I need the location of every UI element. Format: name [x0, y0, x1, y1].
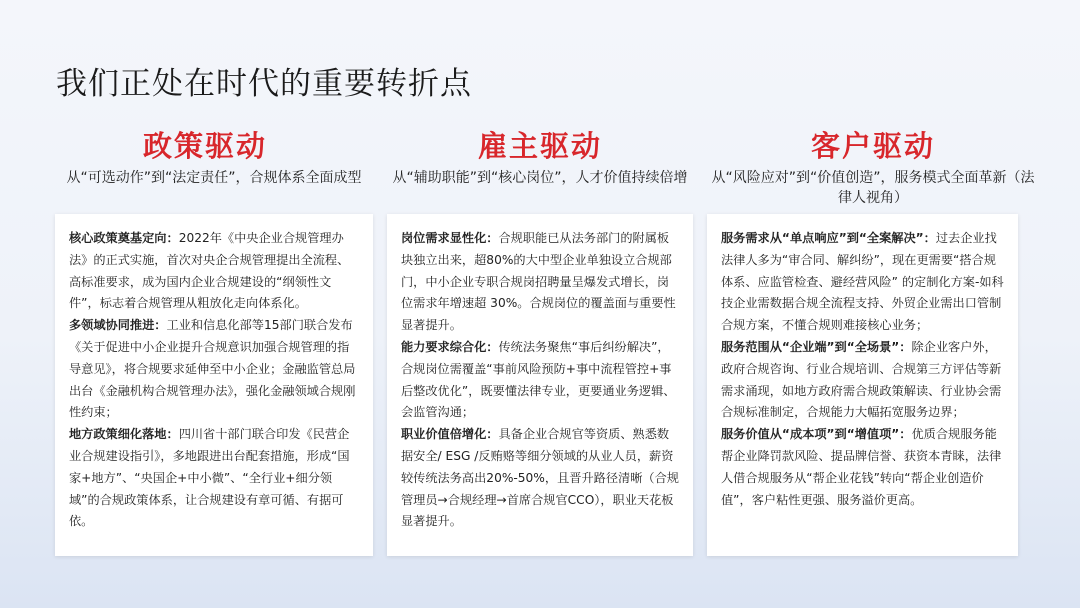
- card-item-label: 服务需求从“单点响应”到“全案解决”：: [721, 231, 936, 245]
- card-item-label: 服务价值从“成本项”到“增值项”：: [721, 427, 912, 442]
- card-item: [69, 315, 361, 424]
- card-item-label: 服务范围从“企业端”到“全场景”：: [721, 339, 912, 354]
- card-item: [69, 424, 361, 533]
- slide-title: 我们正处在时代的重要转折点: [56, 66, 472, 102]
- card-item: [721, 337, 1006, 424]
- card-item: [69, 228, 361, 315]
- card-item-text: 传统法务聚焦“事后纠纷解决”，合规岗位需覆盖“事前风险预防+事中流程管控+事后整改优化”，既要懂法律专业，更要通业务逻辑、会监管沟通；: [401, 339, 676, 420]
- column-subtitle-client: 从“风险应对”到“价值创造”，服务模式全面革新（法律人视角）: [711, 170, 1035, 206]
- card-item-label: 多领域协同推进：: [69, 318, 167, 333]
- policy-card: [55, 214, 373, 556]
- card-item-text: 2022年《中央企业合规管理办法》的正式实施，首次对央企合规管理提出全流程、高标准要求，成为国内企业合规建设的“纲领性文件”，标志着合规管理从粗放化走向体系化。: [69, 231, 350, 311]
- card-item-label: 核心政策奠基定向：: [69, 231, 179, 245]
- column-subtitle-policy: 从“可选动作”到“法定责任”，合规体系全面成型: [66, 170, 362, 186]
- card-item-label: 地方政策细化落地：: [69, 427, 179, 442]
- card-item-text: 具备企业合规官等资质、熟悉数据安全/ ESG /反贿赂等细分领域的从业人员，薪资较传统法务高出20%-50%，且晋升路径清晰（合规管理员→合规经理→首席合规官CCO），职业天花板显著提升。: [401, 427, 679, 529]
- card-item-text: 除企业客户外，政府合规咨询、行业合规培训、合规第三方评估等新需求涌现，如地方政府需合规政策解读、行业协会需合规标准制定，合规能力大幅拓宽服务边界；: [721, 339, 1002, 420]
- card-item: [401, 424, 681, 533]
- card-item-text: 工业和信息化部等15部门联合发布《关于促进中小企业提升合规意识加强合规管理的指导意见》，将合规要求延伸至中小企业；金融监管总局出台《金融机构合规管理办法》，强化金融领域合规刚性约束；: [69, 318, 356, 420]
- card-item-text: 合规职能已从法务部门的附属板块独立出来，超80%的大中型企业单独设立合规部门，中小企业专职合规岗招聘量呈爆发式增长，岗位需求年增速超 30%。合规岗位的覆盖面与重要性显著提升。: [401, 231, 676, 333]
- card-item: [401, 337, 681, 424]
- column-heading-employer: 雇主驱动: [477, 129, 602, 163]
- card-item-text: 优质合规服务能帮企业降罚款风险、提品牌信誉、获资本青睐，法律人借合规服务从“帮企业花钱”转向“帮企业创造价值”，客户粘性更强、服务溢价更高。: [721, 427, 1002, 507]
- card-item: [721, 424, 1006, 511]
- column-subtitle-employer: 从“辅助职能”到“核心岗位”，人才价值持续倍增: [392, 170, 688, 186]
- card-item-text: 四川省十部门联合印发《民营企业合规建设指引》，多地跟进出台配套措施，形成“国家+地方”、“央国企+中小微”、“全行业+细分领域”的合规政策体系，让合规建设有章可循、有据可依。: [69, 427, 350, 529]
- card-item-text: 过去企业找法律人多为“审合同、解纠纷”，现在更需要“搭合规体系、应监管检查、避经营风险” 的定制化方案-如科技企业需数据合规全流程支持、外贸企业需出口管制合规方案，不懂合规则难接核心业务；: [721, 231, 1004, 333]
- card-item-label: 职业价值倍增化：: [401, 427, 499, 442]
- card-item: [721, 228, 1006, 337]
- card-item: [401, 228, 681, 337]
- employer-card: [387, 214, 693, 556]
- card-item-label: 岗位需求显性化：: [401, 231, 499, 245]
- column-heading-policy: 政策驱动: [142, 129, 267, 163]
- card-item-label: 能力要求综合化：: [401, 339, 499, 354]
- column-heading-client: 客户驱动: [810, 129, 935, 163]
- client-card: [707, 214, 1018, 556]
